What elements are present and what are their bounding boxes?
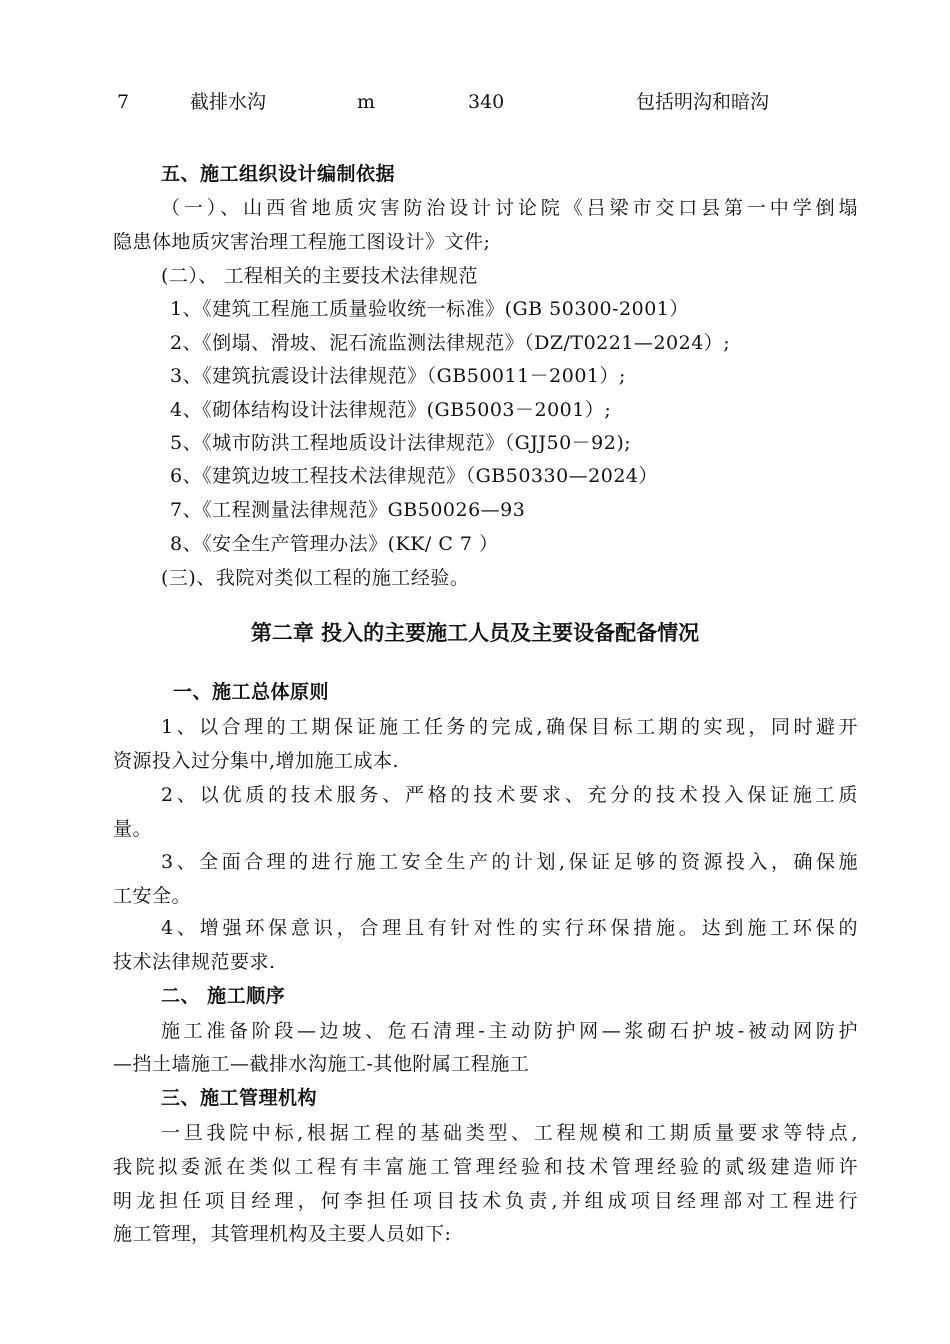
standard-item: 1、《建筑工程施工质量验收统一标准》(GB 50300-2001） — [170, 298, 689, 320]
standard-item: 7、《工程测量法律规范》GB50026—93 — [170, 499, 526, 521]
basis-item-3: (三)、我院对类似工程的施工经验。 — [161, 567, 470, 589]
row-unit: m — [357, 91, 376, 113]
principle-4-line-1: 4、增强环保意识，合理且有针对性的实行环保措施。达到施工环保的 — [161, 917, 858, 939]
section-heading-sequence: 二、 施工顺序 — [161, 985, 286, 1007]
chapter-title: 第二章 投入的主要施工人员及主要设备配备情况 — [250, 621, 700, 645]
section-heading-principles: 一、施工总体原则 — [173, 681, 330, 703]
standard-item: 3、《建筑抗震设计法律规范》（GB50011－2001）; — [170, 365, 626, 387]
section-heading-organization: 三、施工管理机构 — [161, 1087, 318, 1109]
principle-1-line-1: 1、以合理的工期保证施工任务的完成,确保目标工期的实现，同时避开 — [161, 716, 858, 738]
row-quantity: 340 — [468, 91, 505, 113]
section-heading-basis: 五、施工组织设计编制依据 — [161, 163, 396, 185]
standard-item: 2、《倒塌、滑坡、泥石流监测法律规范》（DZ/T0221—2024）; — [170, 332, 731, 354]
sequence-line-2: —挡土墙施工—截排水沟施工-其他附属工程施工 — [113, 1053, 530, 1075]
principle-3-line-1: 3、全面合理的进行施工安全生产的计划,保证足够的资源投入，确保施 — [161, 851, 858, 873]
principle-3-line-2: 工安全。 — [113, 885, 192, 907]
principle-1-line-2: 资源投入过分集中,增加施工成本. — [113, 750, 400, 772]
sequence-line-1: 施工准备阶段—边坡、危石清理-主动防护网—浆砌石护坡-被动网防护 — [161, 1020, 858, 1042]
organization-line-2: 我院拟委派在类似工程有丰富施工管理经验和技术管理经验的贰级建造师许 — [113, 1156, 858, 1178]
principle-2-line-1: 2、以优质的技术服务、严格的技术要求、充分的技术投入保证施工质 — [161, 784, 858, 806]
standard-item: 4、《砌体结构设计法律规范》(GB5003－2001）; — [170, 399, 612, 421]
basis-item-1-line-1: （一）、山西省地质灾害防治设计讨论院《吕梁市交口县第一中学倒塌 — [161, 197, 858, 219]
organization-line-3: 明龙担任项目经理，何李担任项目技术负责,并组成项目经理部对工程进行 — [113, 1190, 858, 1212]
standard-item: 8、《安全生产管理办法》(KK/ C 7 ） — [170, 533, 499, 555]
row-number: 7 — [117, 91, 130, 113]
principle-4-line-2: 技术法律规范要求. — [113, 951, 276, 973]
standard-item: 6、《建筑边坡工程技术法律规范》（GB50330—2024） — [170, 465, 659, 487]
basis-item-1-line-2: 隐患体地质灾害治理工程施工图设计》文件; — [113, 231, 491, 253]
basis-item-2: (二）、 工程相关的主要技术法律规范 — [161, 265, 478, 287]
row-item-name: 截排水沟 — [190, 91, 267, 113]
organization-line-1: 一旦我院中标,根据工程的基础类型、工程规模和工期质量要求等特点, — [161, 1122, 858, 1144]
row-note: 包括明沟和暗沟 — [636, 91, 770, 113]
standard-item: 5、《城市防洪工程地质设计法律规范》（GJJ50－92); — [170, 432, 632, 454]
principle-2-line-2: 量。 — [113, 818, 153, 840]
organization-line-4: 施工管理，其管理机构及主要人员如下: — [113, 1223, 452, 1245]
